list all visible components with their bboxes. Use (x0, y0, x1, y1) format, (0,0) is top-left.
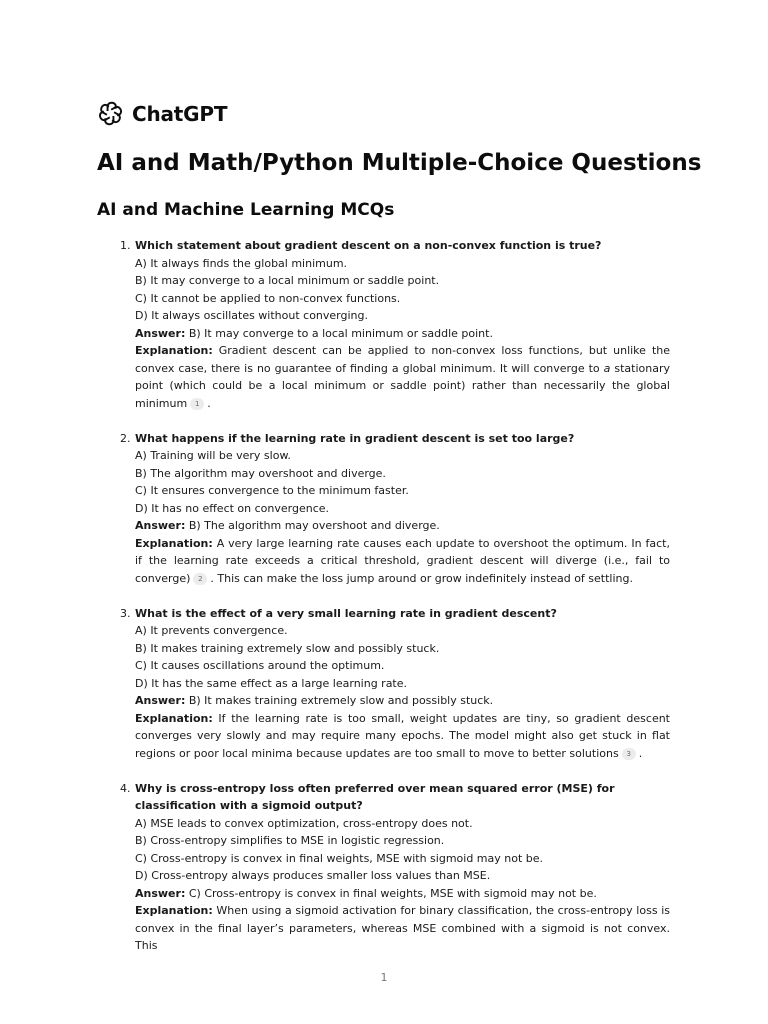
citation-badge[interactable]: 3 (622, 748, 636, 760)
explanation-label: Explanation: (135, 536, 213, 550)
question-item (120, 780, 670, 955)
brand-header (97, 100, 227, 127)
option-c: C) It causes oscillations around the optimum. (135, 659, 385, 672)
explanation-label: Explanation: (135, 711, 213, 725)
explanation-text: When using a sigmoid activation for binary classification, the cross-entropy loss is convex in the final layer’s parameters, whereas MSE combined with a sigmoid is not convex. This (135, 904, 670, 952)
option-d: D) It has no effect on convergence. (135, 501, 330, 515)
option-b: B) Cross-entropy simplifies to MSE in logistic regression. (135, 834, 445, 847)
question-item (120, 605, 670, 763)
option-c: C) It cannot be applied to non-convex functions. (135, 291, 401, 305)
section-heading: AI and Machine Learning MCQs (97, 200, 395, 220)
answer-text: B) The algorithm may overshoot and diverge. (188, 519, 440, 532)
option-b: B) The algorithm may overshoot and diverge. (135, 466, 386, 480)
option-a: A) Training will be very slow. (135, 449, 291, 462)
explanation-text-continued: stationary point (which could be a local minimum or saddle point) rather than necessarily the global minimum (135, 361, 671, 410)
answer-label: Answer: (135, 694, 186, 707)
option-a: A) It always finds the global minimum. (135, 256, 348, 270)
answer-text: B) It makes training extremely slow and possibly stuck. (188, 694, 494, 707)
option-c: C) Cross-entropy is convex in final weights, MSE with sigmoid may not be. (135, 851, 544, 865)
option-a: A) MSE leads to convex optimization, cross-entropy does not. (135, 816, 473, 830)
explanation-label: Explanation: (135, 344, 213, 357)
explanation-text: If the learning rate is too small, weight updates are tiny, so gradient descent converges very slowly and may require many epochs. The model might also get stuck in flat regions or poor local minima because updates are too small to move to better solutions (135, 711, 670, 760)
answer-line (135, 325, 670, 343)
option-a: A) It prevents convergence. (135, 624, 288, 637)
explanation-end: . (638, 746, 643, 760)
question-text: What happens if the learning rate in gradient descent is set too large? (135, 431, 575, 445)
question-text: Why is cross-entropy loss often preferred over mean squared error (MSE) for classification with a sigmoid output? (135, 781, 615, 812)
answer-line (135, 692, 670, 710)
explanation-emphasis: a (603, 361, 611, 375)
question-text: What is the effect of a very small learning rate in gradient descent? (135, 606, 557, 620)
explanation-end: . (207, 396, 211, 410)
document-title: AI and Math/Python Multiple-Choice Questions (97, 150, 702, 176)
question-text: Which statement about gradient descent on a non-convex function is true? (135, 239, 602, 252)
citation-badge[interactable]: 2 (193, 573, 207, 585)
answer-label: Answer: (135, 326, 186, 340)
explanation-label: Explanation: (135, 904, 213, 917)
answer-line (135, 885, 670, 903)
option-b: B) It makes training extremely slow and possibly stuck. (135, 641, 440, 655)
question-list (120, 237, 671, 972)
explanation-text: A very large learning rate causes each update to overshoot the optimum. In fact, if the learning rate exceeds a critical threshold, gradient descent will diverge (i.e., fail to converge) (135, 536, 670, 585)
question-number: 4. (120, 781, 131, 795)
explanation-end: . This can make the loss jump around or grow indefinitely instead of settling. (210, 571, 633, 585)
explanation-paragraph (135, 342, 670, 412)
option-d: D) It always oscillates without converging. (135, 309, 369, 322)
question-item (120, 237, 671, 412)
question-number: 3. (120, 606, 131, 620)
page-number: 1 (380, 971, 388, 984)
question-item (120, 430, 670, 588)
answer-line (135, 517, 670, 535)
answer-label: Answer: (135, 886, 186, 900)
explanation-paragraph (135, 535, 670, 588)
option-b: B) It may converge to a local minimum or saddle point. (135, 274, 440, 287)
question-number: 2. (120, 431, 131, 445)
answer-label: Answer: (135, 519, 186, 532)
question-number: 1. (120, 239, 131, 252)
explanation-paragraph (135, 710, 670, 763)
answer-text: C) Cross-entropy is convex in final weights, MSE with sigmoid may not be. (188, 886, 597, 900)
option-c: C) It ensures convergence to the minimum faster. (135, 484, 409, 497)
option-d: D) It has the same effect as a large learning rate. (135, 676, 408, 690)
option-d: D) Cross-entropy always produces smaller loss values than MSE. (135, 869, 491, 882)
answer-text: B) It may converge to a local minimum or saddle point. (188, 326, 493, 340)
explanation-text: Gradient descent can be applied to non-convex loss functions, but unlike the convex case, there is no guarantee of finding a global minimum. It will converge to (135, 344, 670, 375)
explanation-paragraph (135, 902, 670, 955)
brand-name: ChatGPT (132, 101, 228, 126)
chatgpt-logo-icon (97, 100, 124, 127)
citation-badge[interactable]: 1 (190, 398, 204, 410)
